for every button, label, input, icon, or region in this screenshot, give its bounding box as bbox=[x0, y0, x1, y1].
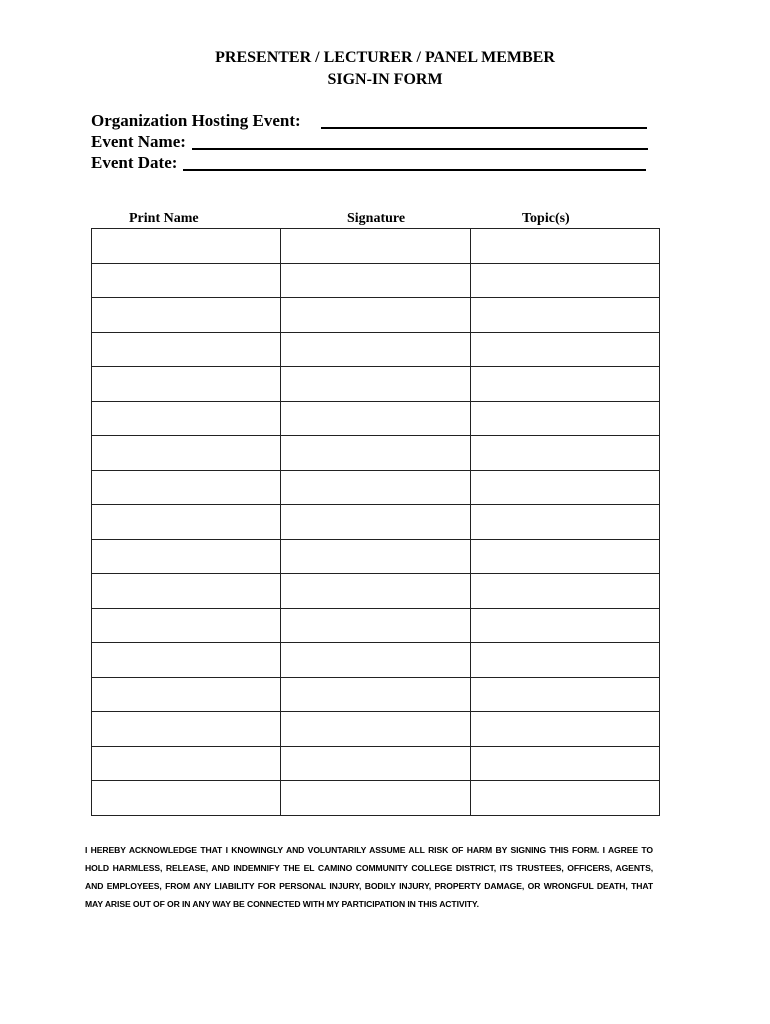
signature-cell[interactable] bbox=[281, 505, 470, 540]
signature-cell[interactable] bbox=[281, 436, 470, 471]
organization-field-row bbox=[91, 110, 648, 131]
print-name-cell[interactable] bbox=[92, 746, 281, 781]
topics-cell[interactable] bbox=[470, 401, 659, 436]
print-name-cell[interactable] bbox=[92, 470, 281, 505]
print-name-cell[interactable] bbox=[92, 367, 281, 402]
form-title-line-1: PRESENTER / LECTURER / PANEL MEMBER bbox=[215, 49, 555, 66]
event-name-label: Event Name: bbox=[91, 132, 186, 151]
table-row bbox=[92, 367, 660, 402]
table-row bbox=[92, 539, 660, 574]
print-name-cell[interactable] bbox=[92, 436, 281, 471]
table-row bbox=[92, 298, 660, 333]
organization-blank-line[interactable] bbox=[321, 111, 647, 129]
signature-cell[interactable] bbox=[281, 677, 470, 712]
event-name-blank-line[interactable] bbox=[192, 132, 648, 150]
table-row bbox=[92, 643, 660, 678]
topics-cell[interactable] bbox=[470, 746, 659, 781]
liability-disclaimer: I HEREBY ACKNOWLEDGE THAT I KNOWINGLY AND VOLUNTARILY ASSUME ALL RISK OF HARM BY SIGNING THIS FORM. I AGREE TO HOLD HARMLESS, RELEASE, AND INDEMNIFY THE EL CAMINO COMMUNITY COLLEGE DISTRICT, ITS TRUSTEES, OFFICERS, AGENTS, AND EMPLOYEES, FROM ANY LIABILITY FOR PERSONAL INJURY, BODILY INJURY, PROPERTY DAMAGE, OR WRONGFUL DEATH, THAT MAY ARISE OUT OF OR IN ANY WAY BE CONNECTED WITH MY PARTICIPATION IN THIS ACTIVITY. bbox=[85, 845, 653, 909]
signature-cell[interactable] bbox=[281, 712, 470, 747]
topics-cell[interactable] bbox=[470, 229, 659, 264]
header-signature: Signature bbox=[347, 211, 406, 226]
organization-label: Organization Hosting Event: bbox=[91, 111, 301, 130]
sign-in-table-body bbox=[92, 229, 660, 816]
signature-cell[interactable] bbox=[281, 298, 470, 333]
signature-cell[interactable] bbox=[281, 643, 470, 678]
print-name-cell[interactable] bbox=[92, 643, 281, 678]
topics-cell[interactable] bbox=[470, 712, 659, 747]
print-name-cell[interactable] bbox=[92, 298, 281, 333]
topics-cell[interactable] bbox=[470, 574, 659, 609]
table-row bbox=[92, 401, 660, 436]
form-title-line-2: SIGN-IN FORM bbox=[327, 71, 443, 88]
signature-cell[interactable] bbox=[281, 608, 470, 643]
table-row bbox=[92, 712, 660, 747]
print-name-cell[interactable] bbox=[92, 401, 281, 436]
signature-cell[interactable] bbox=[281, 367, 470, 402]
signature-cell[interactable] bbox=[281, 574, 470, 609]
signature-cell[interactable] bbox=[281, 746, 470, 781]
topics-cell[interactable] bbox=[470, 367, 659, 402]
table-row bbox=[92, 332, 660, 367]
signature-cell[interactable] bbox=[281, 229, 470, 264]
signature-cell[interactable] bbox=[281, 539, 470, 574]
event-date-field-row bbox=[91, 152, 648, 173]
signature-cell[interactable] bbox=[281, 263, 470, 298]
table-row bbox=[92, 505, 660, 540]
topics-cell[interactable] bbox=[470, 298, 659, 333]
table-row bbox=[92, 746, 660, 781]
topics-cell[interactable] bbox=[470, 332, 659, 367]
topics-cell[interactable] bbox=[470, 677, 659, 712]
print-name-cell[interactable] bbox=[92, 608, 281, 643]
topics-cell[interactable] bbox=[470, 470, 659, 505]
topics-cell[interactable] bbox=[470, 436, 659, 471]
print-name-cell[interactable] bbox=[92, 677, 281, 712]
event-name-field-row bbox=[91, 131, 648, 152]
table-headers bbox=[91, 211, 660, 229]
table-row bbox=[92, 470, 660, 505]
print-name-cell[interactable] bbox=[92, 574, 281, 609]
header-print-name: Print Name bbox=[129, 211, 199, 226]
event-date-label: Event Date: bbox=[91, 153, 178, 172]
signature-cell[interactable] bbox=[281, 332, 470, 367]
print-name-cell[interactable] bbox=[92, 712, 281, 747]
header-topics: Topic(s) bbox=[522, 211, 570, 226]
event-fields bbox=[91, 110, 648, 173]
print-name-cell[interactable] bbox=[92, 332, 281, 367]
table-row bbox=[92, 229, 660, 264]
topics-cell[interactable] bbox=[470, 539, 659, 574]
form-title bbox=[0, 47, 770, 91]
topics-cell[interactable] bbox=[470, 505, 659, 540]
sign-in-table bbox=[91, 228, 660, 816]
print-name-cell[interactable] bbox=[92, 781, 281, 816]
table-row bbox=[92, 574, 660, 609]
topics-cell[interactable] bbox=[470, 608, 659, 643]
print-name-cell[interactable] bbox=[92, 539, 281, 574]
table-row bbox=[92, 608, 660, 643]
table-row bbox=[92, 263, 660, 298]
print-name-cell[interactable] bbox=[92, 263, 281, 298]
table-row bbox=[92, 436, 660, 471]
table-row bbox=[92, 781, 660, 816]
topics-cell[interactable] bbox=[470, 263, 659, 298]
signature-cell[interactable] bbox=[281, 470, 470, 505]
topics-cell[interactable] bbox=[470, 643, 659, 678]
topics-cell[interactable] bbox=[470, 781, 659, 816]
event-date-blank-line[interactable] bbox=[183, 153, 646, 171]
table-row bbox=[92, 677, 660, 712]
signature-cell[interactable] bbox=[281, 781, 470, 816]
signature-cell[interactable] bbox=[281, 401, 470, 436]
print-name-cell[interactable] bbox=[92, 229, 281, 264]
print-name-cell[interactable] bbox=[92, 505, 281, 540]
